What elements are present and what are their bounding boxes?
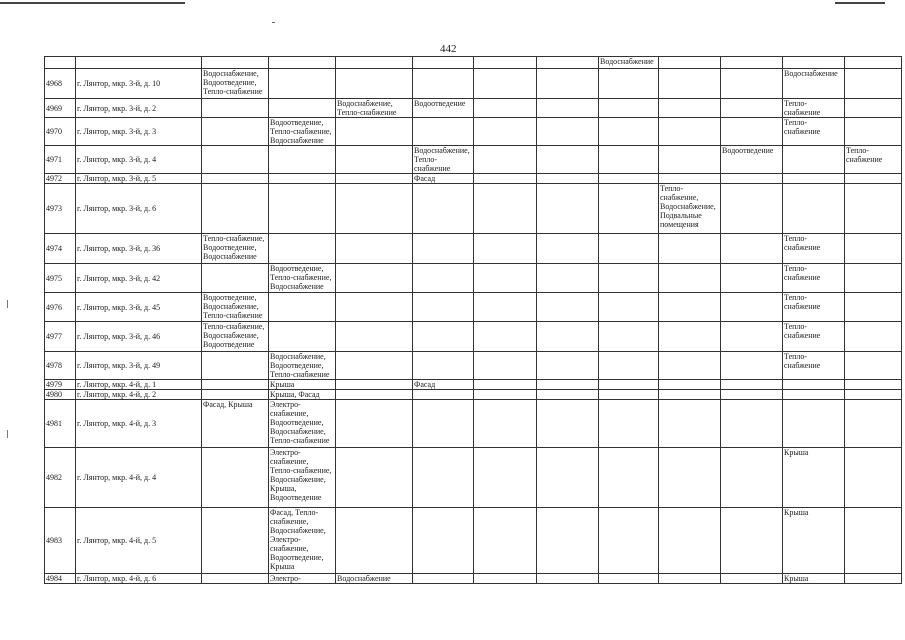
table-row xyxy=(45,69,902,99)
scan-artifact-bar-right xyxy=(835,2,885,4)
table-row xyxy=(45,390,902,400)
row-number: 4977 xyxy=(45,322,76,352)
utility-cell xyxy=(202,118,269,146)
utility-cell xyxy=(336,146,413,174)
utility-cell xyxy=(721,574,783,584)
utility-cell xyxy=(269,184,336,234)
table-row xyxy=(45,508,902,574)
row-number: 4978 xyxy=(45,352,76,380)
row-number: 4982 xyxy=(45,448,76,508)
table-row xyxy=(45,574,902,584)
utility-cell xyxy=(845,574,902,584)
utility-cell xyxy=(599,352,659,380)
row-address: г. Лянтор, мкр. 4-й, д. 5 xyxy=(76,508,202,574)
row-number: 4976 xyxy=(45,293,76,322)
utility-cell xyxy=(537,264,599,293)
header-cell xyxy=(537,57,599,69)
row-address: г. Лянтор, мкр. 3-й, д. 46 xyxy=(76,322,202,352)
utility-cell: Тепло- снабжение xyxy=(845,146,902,174)
utility-cell xyxy=(599,146,659,174)
row-number: 4979 xyxy=(45,380,76,390)
utility-cell xyxy=(845,448,902,508)
utility-cell xyxy=(413,508,474,574)
utility-cell xyxy=(413,184,474,234)
row-address: г. Лянтор, мкр. 3-й, д. 6 xyxy=(76,184,202,234)
utility-cell xyxy=(202,390,269,400)
utility-cell xyxy=(474,293,537,322)
utility-cell xyxy=(269,234,336,264)
utility-cell: Крыша xyxy=(783,574,845,584)
utility-cell xyxy=(474,322,537,352)
utility-cell: Тепло- снабжение xyxy=(783,99,845,118)
utility-cell xyxy=(845,352,902,380)
margin-mark xyxy=(7,430,8,438)
table-row xyxy=(45,174,902,184)
utility-cell xyxy=(599,174,659,184)
utility-cell: Тепло- снабжение xyxy=(783,264,845,293)
utility-cell xyxy=(202,448,269,508)
utility-cell: Фасад, Тепло- снабжение, Водоснабжение, Электро- снабжение, Водоотведение, Крыша xyxy=(269,508,336,574)
utility-cell xyxy=(845,174,902,184)
row-address: г. Лянтор, мкр. 3-й, д. 45 xyxy=(76,293,202,322)
utility-cell: Водоснабжение, Тепло- снабжение xyxy=(413,146,474,174)
utility-cell xyxy=(537,574,599,584)
utility-cell xyxy=(845,380,902,390)
utility-cell: Водоотведение xyxy=(413,99,474,118)
utility-cell: Тепло- снабжение xyxy=(783,322,845,352)
page-number: 442 xyxy=(440,43,457,55)
utility-cell: Тепло- снабжение, Водоснабжение, Подвальные помещения xyxy=(659,184,721,234)
utility-cell xyxy=(413,322,474,352)
utility-cell xyxy=(721,508,783,574)
table-row xyxy=(45,146,902,174)
row-address: г. Лянтор, мкр. 3-й, д. 42 xyxy=(76,264,202,293)
row-number: 4969 xyxy=(45,99,76,118)
utility-cell xyxy=(269,174,336,184)
utility-cell xyxy=(721,184,783,234)
utility-cell xyxy=(537,293,599,322)
utility-cell xyxy=(599,264,659,293)
utility-cell xyxy=(599,99,659,118)
utility-cell xyxy=(845,390,902,400)
utility-cell xyxy=(269,99,336,118)
table-row xyxy=(45,99,902,118)
table-row xyxy=(45,380,902,390)
utility-cell xyxy=(413,234,474,264)
utility-cell xyxy=(659,174,721,184)
utility-cell xyxy=(721,264,783,293)
table-row xyxy=(45,448,902,508)
utility-cell xyxy=(202,508,269,574)
utility-cell xyxy=(336,293,413,322)
utility-cell xyxy=(474,390,537,400)
utility-cell xyxy=(537,174,599,184)
utility-cell xyxy=(537,118,599,146)
utility-cell xyxy=(659,574,721,584)
utility-cell xyxy=(659,69,721,99)
utility-cell xyxy=(721,380,783,390)
row-address: г. Лянтор, мкр. 3-й, д. 36 xyxy=(76,234,202,264)
utility-cell xyxy=(721,118,783,146)
utility-cell xyxy=(537,146,599,174)
utility-cell xyxy=(721,322,783,352)
utility-cell xyxy=(659,293,721,322)
utility-cell xyxy=(474,352,537,380)
utility-cell xyxy=(659,118,721,146)
utility-cell xyxy=(336,390,413,400)
utility-cell xyxy=(783,146,845,174)
row-number: 4981 xyxy=(45,400,76,448)
utility-cell xyxy=(413,400,474,448)
row-address: г. Лянтор, мкр. 3-й, д. 4 xyxy=(76,146,202,174)
utility-cell xyxy=(336,400,413,448)
table-row xyxy=(45,184,902,234)
row-address: г. Лянтор, мкр. 4-й, д. 1 xyxy=(76,380,202,390)
utility-cell xyxy=(721,234,783,264)
utility-cell xyxy=(413,293,474,322)
utility-cell xyxy=(845,99,902,118)
row-number: 4983 xyxy=(45,508,76,574)
utility-cell: Водоснабжение xyxy=(783,69,845,99)
table-row xyxy=(45,234,902,264)
row-address: г. Лянтор, мкр. 3-й, д. 3 xyxy=(76,118,202,146)
header-cell xyxy=(413,57,474,69)
utility-cell xyxy=(336,118,413,146)
table-row xyxy=(45,400,902,448)
utility-cell: Фасад, Крыша xyxy=(202,400,269,448)
utility-cell xyxy=(537,400,599,448)
utility-cell xyxy=(599,322,659,352)
utility-cell xyxy=(537,69,599,99)
utility-cell: Крыша xyxy=(269,380,336,390)
utility-cell xyxy=(202,264,269,293)
utility-cell xyxy=(599,380,659,390)
utility-cell xyxy=(659,508,721,574)
header-cell xyxy=(783,57,845,69)
header-cell xyxy=(845,57,902,69)
utility-cell xyxy=(269,146,336,174)
utility-cell xyxy=(336,322,413,352)
address-utilities-table xyxy=(44,56,902,584)
header-cell xyxy=(269,57,336,69)
utility-cell: Водоотведение, Водоснабжение, Тепло-снабжение xyxy=(202,293,269,322)
row-number: 4984 xyxy=(45,574,76,584)
utility-cell: Фасад xyxy=(413,174,474,184)
utility-cell xyxy=(474,448,537,508)
utility-cell: Крыша xyxy=(783,448,845,508)
scan-speck xyxy=(272,22,275,23)
row-number: 4971 xyxy=(45,146,76,174)
utility-cell xyxy=(845,264,902,293)
utility-cell: Водоотведение, Тепло-снабжение, Водоснабжение xyxy=(269,118,336,146)
row-number: 4968 xyxy=(45,69,76,99)
utility-cell: Водоотведение, Тепло-снабжение, Водоснабжение xyxy=(269,264,336,293)
header-cell xyxy=(659,57,721,69)
row-address: г. Лянтор, мкр. 4-й, д. 2 xyxy=(76,390,202,400)
utility-cell xyxy=(599,390,659,400)
utility-cell xyxy=(269,322,336,352)
utility-cell xyxy=(202,174,269,184)
utility-cell xyxy=(474,69,537,99)
row-address: г. Лянтор, мкр. 4-й, д. 4 xyxy=(76,448,202,508)
utility-cell xyxy=(599,184,659,234)
utility-cell: Тепло- снабжение xyxy=(783,118,845,146)
utility-cell: Тепло- снабжение xyxy=(783,234,845,264)
utility-cell xyxy=(845,322,902,352)
utility-cell xyxy=(537,390,599,400)
utility-cell xyxy=(474,184,537,234)
utility-cell xyxy=(413,574,474,584)
table-row xyxy=(45,322,902,352)
utility-cell xyxy=(659,352,721,380)
row-number: 4980 xyxy=(45,390,76,400)
utility-cell xyxy=(659,380,721,390)
utility-cell xyxy=(537,322,599,352)
utility-cell: Тепло-снабжение, Водоснабжение, Водоотведение xyxy=(202,322,269,352)
row-address: г. Лянтор, мкр. 3-й, д. 2 xyxy=(76,99,202,118)
utility-cell xyxy=(721,390,783,400)
utility-cell: Водоснабжение, Водоотведение, Тепло-снабжение xyxy=(202,69,269,99)
row-address: г. Лянтор, мкр. 3-й, д. 49 xyxy=(76,352,202,380)
header-cell xyxy=(45,57,76,69)
utility-cell xyxy=(474,99,537,118)
utility-cell xyxy=(721,174,783,184)
utility-cell xyxy=(783,184,845,234)
utility-cell xyxy=(599,448,659,508)
row-address: г. Лянтор, мкр. 4-й, д. 6 xyxy=(76,574,202,584)
utility-cell xyxy=(845,184,902,234)
row-number: 4970 xyxy=(45,118,76,146)
utility-cell xyxy=(783,174,845,184)
row-address: г. Лянтор, мкр. 3-й, д. 10 xyxy=(76,69,202,99)
utility-cell xyxy=(599,574,659,584)
row-number: 4975 xyxy=(45,264,76,293)
table-row xyxy=(45,352,902,380)
utility-cell xyxy=(537,184,599,234)
utility-cell xyxy=(202,99,269,118)
utility-cell xyxy=(659,146,721,174)
header-cell xyxy=(202,57,269,69)
utility-cell: Тепло- снабжение xyxy=(783,352,845,380)
utility-cell xyxy=(336,69,413,99)
utility-cell xyxy=(202,352,269,380)
utility-cell xyxy=(336,352,413,380)
utility-cell xyxy=(336,508,413,574)
utility-cell xyxy=(599,234,659,264)
utility-cell: Электро- снабжение, Тепло-снабжение, Водоснабжение, Крыша, Водоотведение xyxy=(269,448,336,508)
utility-cell xyxy=(599,118,659,146)
utility-cell: Водоотведение xyxy=(721,146,783,174)
utility-cell xyxy=(474,118,537,146)
utility-cell xyxy=(659,234,721,264)
header-cell xyxy=(336,57,413,69)
utility-cell xyxy=(783,380,845,390)
utility-cell xyxy=(474,234,537,264)
utility-cell xyxy=(721,352,783,380)
utility-cell xyxy=(413,264,474,293)
utility-cell xyxy=(474,400,537,448)
utility-cell xyxy=(721,69,783,99)
utility-cell xyxy=(336,184,413,234)
utility-cell xyxy=(474,174,537,184)
row-number: 4973 xyxy=(45,184,76,234)
utility-cell xyxy=(599,508,659,574)
utility-cell xyxy=(845,69,902,99)
utility-cell xyxy=(413,352,474,380)
margin-mark xyxy=(7,300,8,308)
utility-cell xyxy=(474,264,537,293)
utility-cell xyxy=(336,234,413,264)
utility-cell xyxy=(474,380,537,390)
header-cell xyxy=(721,57,783,69)
utility-cell xyxy=(202,380,269,390)
utility-cell xyxy=(336,380,413,390)
utility-cell: Крыша, Фасад xyxy=(269,390,336,400)
utility-cell: Электро- снабжение, Водоотведение, Водоснабжение, Тепло-снабжение xyxy=(269,400,336,448)
utility-cell xyxy=(336,448,413,508)
table-row xyxy=(45,118,902,146)
utility-cell xyxy=(413,390,474,400)
utility-cell xyxy=(659,390,721,400)
utility-cell xyxy=(336,174,413,184)
utility-cell xyxy=(599,293,659,322)
utility-cell xyxy=(537,234,599,264)
utility-cell xyxy=(336,264,413,293)
utility-cell xyxy=(845,400,902,448)
utility-cell: Тепло- снабжение xyxy=(783,293,845,322)
utility-cell: Фасад xyxy=(413,380,474,390)
utility-cell xyxy=(202,574,269,584)
table-row xyxy=(45,264,902,293)
utility-cell xyxy=(783,400,845,448)
utility-cell xyxy=(845,293,902,322)
utility-cell xyxy=(537,448,599,508)
utility-cell xyxy=(721,99,783,118)
row-address: г. Лянтор, мкр. 3-й, д. 5 xyxy=(76,174,202,184)
utility-cell xyxy=(659,99,721,118)
row-address: г. Лянтор, мкр. 4-й, д. 3 xyxy=(76,400,202,448)
utility-cell xyxy=(202,184,269,234)
utility-cell xyxy=(269,293,336,322)
row-number: 4974 xyxy=(45,234,76,264)
table-row xyxy=(45,57,902,69)
utility-cell xyxy=(537,99,599,118)
utility-cell xyxy=(474,146,537,174)
utility-cell: Крыша xyxy=(783,508,845,574)
utility-cell xyxy=(537,352,599,380)
utility-cell: Электро- xyxy=(269,574,336,584)
utility-cell xyxy=(721,293,783,322)
utility-cell xyxy=(599,69,659,99)
utility-cell xyxy=(474,508,537,574)
utility-cell xyxy=(659,448,721,508)
row-number: 4972 xyxy=(45,174,76,184)
utility-cell xyxy=(783,390,845,400)
utility-cell xyxy=(413,118,474,146)
utility-cell xyxy=(659,322,721,352)
utility-cell xyxy=(413,69,474,99)
utility-cell: Водоснабжение, Тепло-снабжение xyxy=(336,99,413,118)
utility-cell: Водоснабжение, Водоотведение, Тепло-снабжение xyxy=(269,352,336,380)
header-cell-water: Водоснабжение xyxy=(599,57,659,69)
utility-cell xyxy=(474,574,537,584)
header-cell xyxy=(76,57,202,69)
utility-cell xyxy=(845,118,902,146)
utility-cell: Тепло-снабжение, Водоотведение, Водоснабжение xyxy=(202,234,269,264)
utility-cell xyxy=(721,400,783,448)
utility-cell xyxy=(269,69,336,99)
utility-cell xyxy=(537,380,599,390)
utility-cell xyxy=(537,508,599,574)
utility-cell: Водоснабжение xyxy=(336,574,413,584)
utility-cell xyxy=(721,448,783,508)
utility-cell xyxy=(845,234,902,264)
header-cell xyxy=(474,57,537,69)
utility-cell xyxy=(845,508,902,574)
utility-cell xyxy=(659,400,721,448)
utility-cell xyxy=(413,448,474,508)
utility-cell xyxy=(599,400,659,448)
scan-artifact-bar xyxy=(0,2,185,4)
utility-cell xyxy=(202,146,269,174)
utility-cell xyxy=(659,264,721,293)
table-row xyxy=(45,293,902,322)
